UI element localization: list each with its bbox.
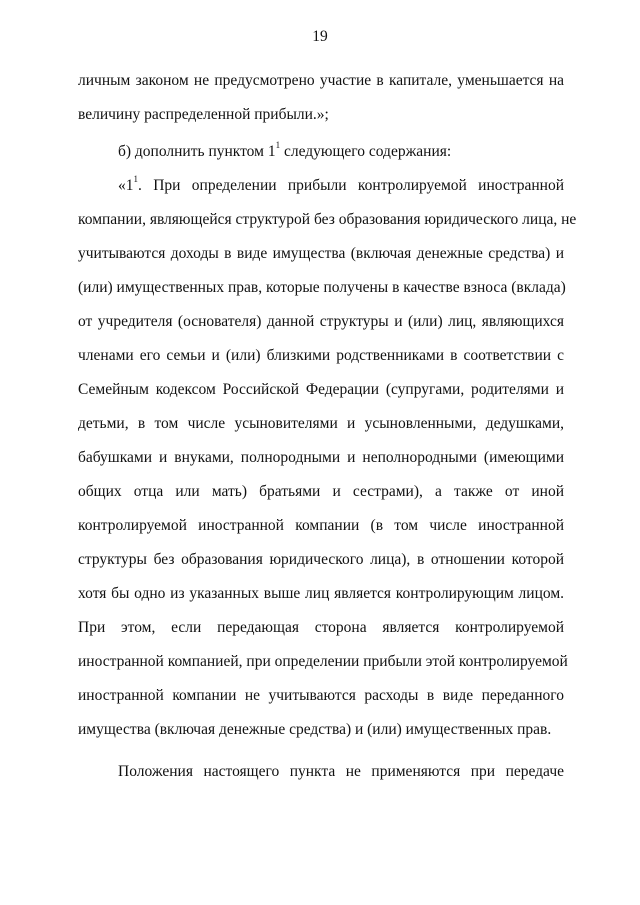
amendment-b-prefix: б) дополнить пунктом 1 [118, 143, 276, 160]
paragraph-continuation [78, 64, 564, 132]
text-line: Семейным кодексом Российской Федерации (супругами, родителями и [78, 381, 564, 398]
text-line: величину распределенной прибыли.»; [78, 106, 329, 123]
text-line: от учредителя (основателя) данной структуры и (или) лиц, являющихся [78, 313, 564, 330]
paragraph-provisions [78, 755, 564, 789]
text-line: При этом, если передающая сторона является контролируемой [78, 619, 564, 636]
text-line: компании, являющейся структурой без образования юридического лица, не [78, 211, 577, 228]
text-line: Положения настоящего пункта не применяются при передаче [118, 763, 564, 780]
superscript-index: 1 [133, 174, 138, 184]
paragraph-new-point [78, 169, 577, 747]
superscript-index: 1 [275, 140, 281, 150]
text-line [78, 169, 564, 203]
text-line: личным законом не предусмотрено участие в капитале, уменьшается на [78, 72, 564, 89]
text-line: иностранной компанией, при определении прибыли этой контролируемой [78, 653, 568, 670]
page-number: 19 [312, 28, 328, 45]
text-line: учитываются доходы в виде имущества (включая денежные средства) и [78, 245, 564, 262]
text-line: (или) имущественных прав, которые получены в качестве взноса (вклада) [78, 279, 566, 296]
text-line: бабушками и внуками, полнородными и неполнородными (имеющими [78, 449, 564, 466]
document-body [78, 64, 577, 789]
text-line: детьми, в том числе усыновителями и усыновленными, дедушками, [78, 415, 564, 432]
text-line: имущества (включая денежные средства) и (или) имущественных прав. [78, 721, 552, 738]
point-number: «1 [118, 177, 134, 194]
text-fragment: . При определении прибыли контролируемой иностранной [138, 177, 564, 194]
text-line: общих отца или мать) братьями и сестрами), а также от иной [78, 483, 564, 500]
paragraph-amendment-b [78, 135, 564, 169]
text-line: структуры без образования юридического лица), в отношении которой [78, 551, 564, 568]
amendment-b-suffix: следующего содержания: [280, 143, 452, 160]
text-line: членами его семьи и (или) близкими родственниками в соответствии с [78, 347, 564, 364]
text-line: иностранной компании не учитываются расходы в виде переданного [78, 687, 564, 704]
text-line: хотя бы одно из указанных выше лиц является контролирующим лицом. [78, 585, 564, 602]
text-line: контролируемой иностранной компании (в том числе иностранной [78, 517, 564, 534]
